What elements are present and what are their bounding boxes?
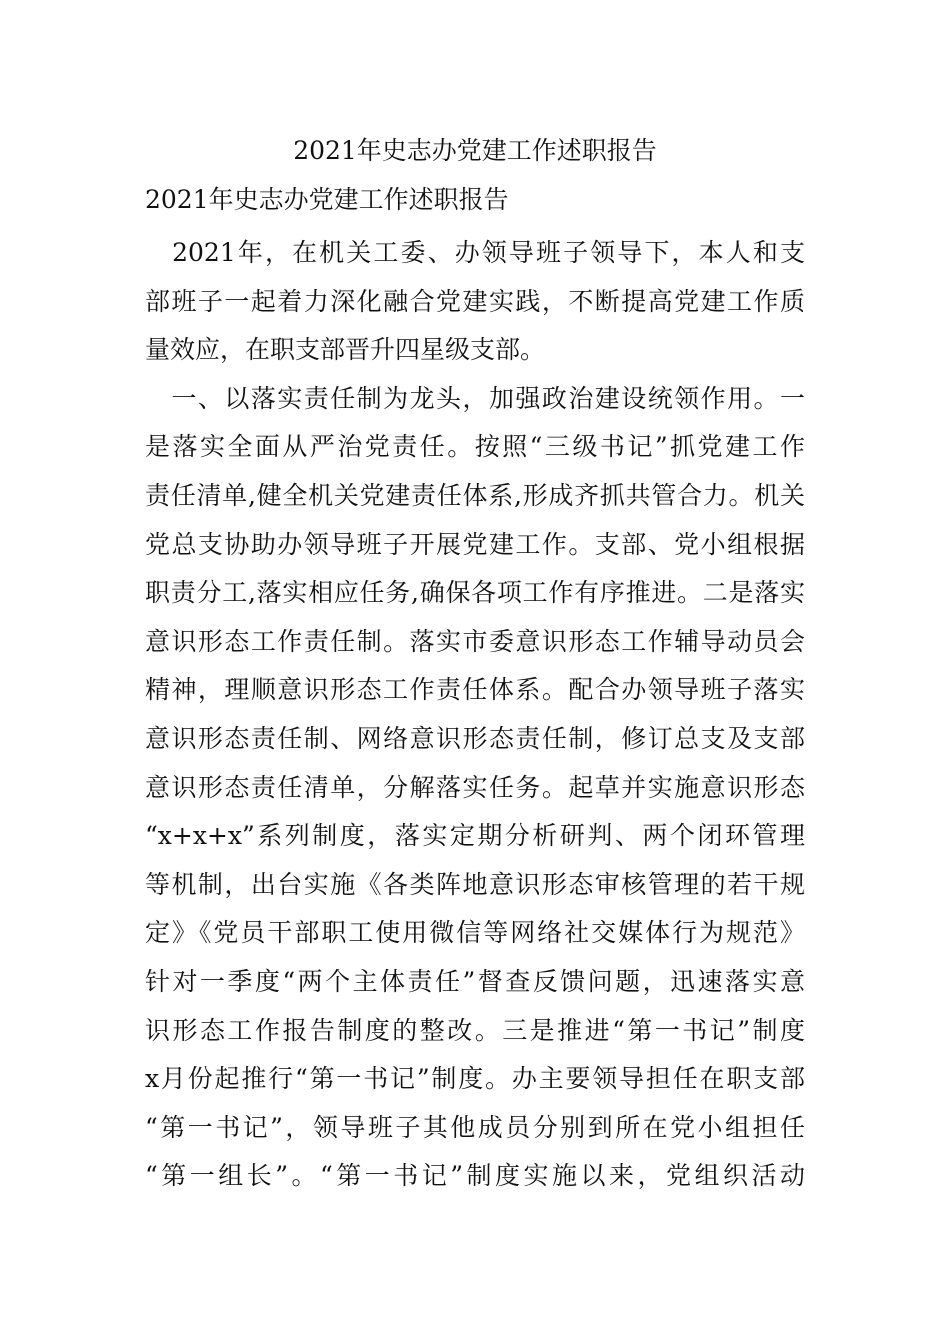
- body-line: 2021年，在机关工委、办领导班子领导下，本人和支: [145, 238, 805, 267]
- body-line: 意识形态责任制、网络意识形态责任制，修订总支及支部: [145, 723, 805, 753]
- body-line: 意识形态责任清单，分解落实任务。起草并实施意识形态: [145, 772, 805, 802]
- document-body: [145, 229, 805, 1201]
- body-line: 精神，理顺意识形态工作责任体系。配合办领导班子落实: [145, 675, 805, 705]
- body-line: 量效应，在职支部晋升四星级支部。: [145, 335, 546, 365]
- body-line: 是落实全面从严治党责任。按照“三级书记”抓党建工作: [145, 432, 805, 462]
- body-line: “第一书记”，领导班子其他成员分别到所在党小组担任: [145, 1112, 805, 1142]
- body-line: 党总支协助办领导班子开展党建工作。支部、党小组根据: [145, 529, 805, 559]
- body-line: 定》《党员干部职工使用微信等网络社交媒体行为规范》: [145, 918, 805, 948]
- body-line: 针对一季度“两个主体责任”督查反馈问题，迅速落实意: [145, 966, 805, 996]
- body-line: 等机制，出台实施《各类阵地意识形态审核管理的若干规: [145, 869, 805, 899]
- document-title: 2021年史志办党建工作述职报告: [293, 136, 657, 165]
- body-line: 职责分工,落实相应任务,确保各项工作有序推进。二是落实: [145, 578, 805, 608]
- document-subtitle: 2021年史志办党建工作述职报告: [145, 185, 509, 214]
- body-line: 部班子一起着力深化融合党建实践，不断提高党建工作质: [145, 286, 805, 316]
- body-line: 意识形态工作责任制。落实市委意识形态工作辅导动员会: [145, 626, 805, 656]
- body-line: x月份起推行“第一书记”制度。办主要领导担任在职支部: [145, 1064, 805, 1094]
- body-line: 识形态工作报告制度的整改。三是推进“第一书记”制度: [145, 1015, 805, 1045]
- body-line: “x+x+x”系列制度，落实定期分析研判、两个闭环管理: [145, 821, 805, 851]
- body-line: 一、以落实责任制为龙头，加强政治建设统领作用。一: [145, 383, 805, 413]
- body-line: “第一组长”。“第一书记”制度实施以来，党组织活动: [145, 1161, 805, 1191]
- body-line: 责任清单,健全机关党建责任体系,形成齐抓共管合力。机关: [145, 480, 805, 510]
